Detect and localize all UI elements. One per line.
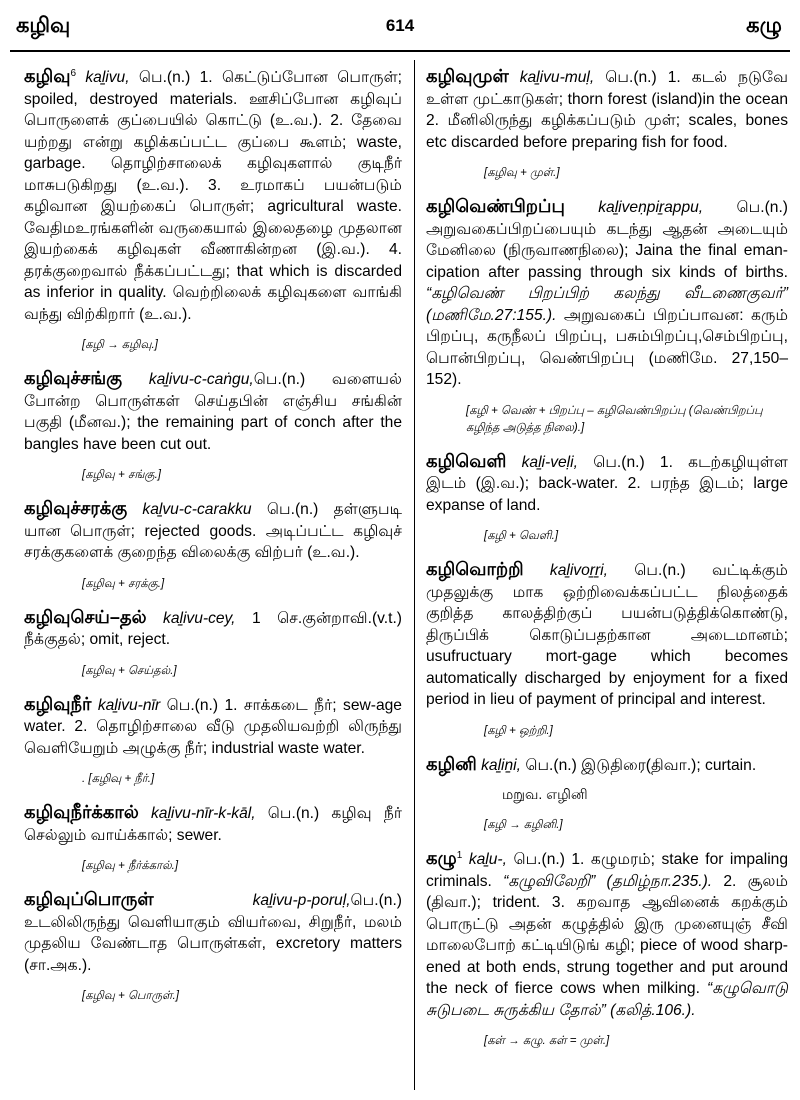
entry-definition [426,559,788,711]
entry-definition [24,498,402,564]
left-column [24,66,402,1019]
transliteration: kaḻivu, [85,69,130,86]
entry-definition [426,196,788,391]
dictionary-entry [426,451,788,546]
transliteration: kaḻi-veḷi, [521,453,578,471]
transliteration: kaḻivu-p-poruḷ, [252,892,351,909]
column-divider [414,60,415,1090]
etymology: [கழி + வெண் + பிறப்பு – கழிவெண்பிறப்பு (வெண்பிறப்பு கழிந்த அடுத்த நிலை).] [466,404,763,434]
definition-text: பெ.(n.) 1. கடல் நடுவே உள்ள முட்காடுகள்; thorn forest (island)in the ocean 2. மீனிலிருந்து கழிக்கப்படும் முள்; scales, bones etc discarded before preparing fish for food. [426,69,788,151]
dictionary-entry [426,559,788,740]
headword: கழிவுமுள் [426,66,509,86]
dictionary-entry [24,802,402,875]
entry-definition [426,66,788,153]
entry-definition [24,802,402,846]
dictionary-entry [426,848,788,1050]
etymology: . [கழிவு + நீர்.] [82,773,155,785]
definition-text: பெ.(n.) 1. சாக்கடை நீர்; sew-age water. 2. தொழிற்சாலை வீடு முதலியவற்றி லிருந்து வெளியேறும் அழுக்கு நீர்; industrial waste water. [24,696,402,757]
headword: கழிவு [24,66,71,86]
entry-definition [24,368,402,455]
transliteration: kaḻivu-c-caṅgu, [148,371,254,388]
headword: கழிவுநீர்க்கால் [24,802,139,822]
entry-definition [426,848,788,1021]
definition-text: 1 செ.குன்றாவி.(v.t.) நீக்குதல்; omit, reject. [24,609,402,648]
etymology: [கழிவு + சங்கு.] [82,469,161,481]
entry-definition [24,694,402,760]
definition-text: பெ.(n.) 1. கழுமரம்; stake for impaling criminals. [426,851,789,890]
headword: கழிவெளி [426,450,507,471]
transliteration: kaḻvu-c-carakku [142,501,252,518]
etymology: [கழி → கழிவு.] [82,339,158,351]
headword: கழிவுச்சரக்கு [24,498,128,518]
entry-definition [24,607,402,651]
transliteration: kaḻivu-cey, [163,609,236,627]
page-number: 614 [385,16,415,35]
transliteration: kaḻiveṇpiṟappu, [598,199,704,216]
quotation: “கழுவொடு சுடுபடை சுருக்கிய தோல்” (கலித்.106.). [426,980,788,1019]
definition-text-continued: 2. சூலம் (திவா.); trident. 3. கறவாத ஆவினைக் கறக்கும் பொருட்டு அதன் கழுத்தில் இரு முனையுஞ் சீவி மாலைபோற் கட்டியிடுங் கழி; piece of wood sharp-ened at both ends, strung together and put around the neck of fierce cows when milking. [426,872,788,997]
headword: கழினி [426,753,477,774]
homonym-number: 6 [70,67,77,79]
etymology: [கழிவு + முள்.] [484,167,560,179]
etymology: [கழி + ஒற்றி.] [484,724,553,737]
dictionary-entry [24,498,402,593]
dictionary-entry [24,607,402,680]
entry-definition [426,754,788,777]
homonym-number: 1 [456,849,463,861]
definition-text-continued: அறுவகைப் பிறப்பாவன: கரும் பிறப்பு, கருநீலப் பிறப்பு, பசும்பிறப்பு,செம்பிறப்பு, பொன்பிறப்பு, வெண்பிறப்பு (மணிமே. 27,150–152). [426,306,788,388]
running-head-right: கழு [746,14,782,37]
definition-text: பெ.(n.) வளையல் போன்ற பொருள்கள் செய்தபின் எஞ்சிய சங்கின் பகுதி (மீனவ.); the remaining part of conch after the bangles have been cut out. [24,371,402,453]
headword: கழிவுச்சங்கு [24,368,123,388]
dictionary-entry [24,694,402,789]
headword: கழிவுநீர் [24,693,92,714]
definition-text: பெ.(n.) இடுதிரை(திவா.); curtain. [520,756,757,774]
transliteration: kaḻivu-nīr-k-kāl, [150,805,256,822]
definition-text: பெ.(n.) கழிவு நீர் செல்லும் வாய்க்கால்; sewer. [24,805,402,844]
etymology: [கள் → கழு. கள் = முள்.] [484,1035,610,1047]
dictionary-entry [24,368,402,484]
dictionary-entry [24,66,402,354]
etymology: [கழி → கழினி.] [484,819,563,831]
definition-text: பெ.(n.) 1. கடற்கழியுள்ள இடம் (இ.வ.); back-water. 2. பரந்த இடம்; large expanse of land. [426,453,788,514]
quotation: “கழிவெண் பிறப்பிற் கலந்து வீடணைகுவர்” (மணிமே.27:155.). [426,285,788,324]
headword: கழிவுப்பொருள் [24,889,154,909]
transliteration: kaḻivoṟṟi, [549,562,608,579]
right-column [426,66,788,1064]
headword: கழு [426,848,457,868]
etymology: [கழிவு + செய்தல்.] [82,664,177,677]
definition-text: பெ.(n.) அறுவகைப்பிறப்பையும் கடந்து ஆதன் அடையும் மேனிலை (நிருவாணநிலை); Jaina the final eman-cipation after passing through six kinds of births. [426,199,788,281]
headword: கழிவுசெய்–தல் [24,606,147,627]
transliteration: kaḻiṉi, [481,756,521,774]
definition-text: பெ.(n.) 1. கெட்டுப்போன பொருள்; spoiled, destroyed materials. ஊசிப்போன கழிவுப் பொருளைக் குப்பையில் கொட்டு (உ.வ.). 2. தேவை யற்றது என்று கழிக்கப்பட்ட குப்பை கூளம்; waste, garbage. தொழிற்சாலைக் கழிவுகளால் குடிநீர் மாசுபடுகிறது (உ.வ.). 3. உரமாகப் பயன்படும் கழிவான இயற்கைப் பொருள்; agricultural waste. வேதிமஉரங்களின் வருகையால் இலைதழை முதலான இயற்கைக் கழிவுகள் வீணாகின்றன (இ.வ.). 4. தரக்குறைவால் நீக்கப்பட்டது; that which is discarded as inferior in quality. வெற்றிலைக் கழிவுகளை வாங்கி வந்து விற்கிறார் (உ.வ.). [24,69,402,323]
variant-form: மறுவ. எழினி [502,786,588,802]
dictionary-entry [426,66,788,182]
dictionary-entry [426,754,788,835]
transliteration: kaḻivu-muḷ, [519,69,595,86]
headword: கழிவெண்பிறப்பு [426,196,565,216]
header-rule [10,50,790,52]
entry-definition [24,889,402,976]
transliteration: kaḻu-, [468,851,507,868]
headword: கழிவொற்றி [426,559,524,579]
etymology: [கழிவு + நீர்க்கால்.] [82,860,179,872]
dictionary-entry [24,889,402,1005]
page-header [0,0,800,50]
etymology: [கழி + வெளி.] [484,530,559,542]
definition-text: பெ.(n.) உடலிலிருந்து வெளியாகும் வியர்வை, சிறுநீர், மலம் முதலிய வேண்டாத பொருள்கள், excretory matters (சா.அக.). [24,892,402,974]
quotation: “கழுவிலேறி” (தமிழ்நா.235.). [491,872,713,890]
etymology: [கழிவு + சரக்கு.] [82,577,165,590]
transliteration: kaḻivu-nīr [97,696,161,714]
entry-definition [24,66,402,325]
etymology: [கழிவு + பொருள்.] [82,990,179,1002]
running-head-left: கழிவு [16,14,71,37]
definition-text: பெ.(n.) வட்டிக்கும் முதலுக்கு மாக ஒற்றிவைக்கப்பட்ட நிலத்தைக் குறித்த காலத்திற்குப் பயன்படுத்திக்கொண்டு, திருப்பிக் கொடுப்பதற்கான அடைமானம்; usufructuary mort-gage which becomes automatically discharged by enjoyment for a fixed period in lieu of payment of principal and interest. [426,562,788,708]
dictionary-entry [426,196,788,437]
entry-definition [426,451,788,517]
definition-text: பெ.(n.) தள்ளுபடி யான பொருள்; rejected goods. அடிப்பட்ட கழிவுச் சரக்குகளைக் குறைந்த விலைக்கு விற்பர் (உ.வ.). [24,501,402,561]
